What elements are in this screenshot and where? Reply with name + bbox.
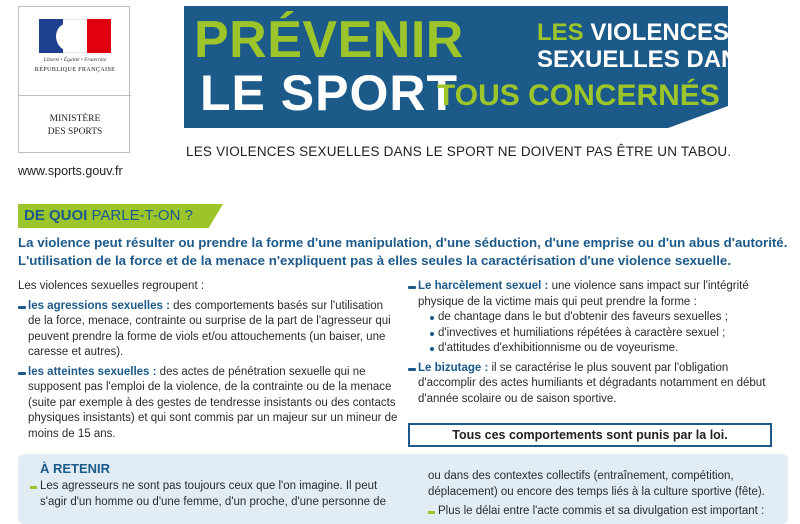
retenir-right-paragraph-1: ou dans des contextes collectifs (entraînement, compétition, déplacement) ou encore des temps liés à la culture sportive (fête). — [428, 470, 765, 498]
marianne-profile-icon — [56, 23, 82, 51]
section-heading-rest: PARLE-T-ON ? — [91, 207, 193, 224]
bizutage-term: Le bizutage : — [418, 361, 489, 374]
punis-callout: Tous ces comportements sont punis par la loi. — [408, 423, 772, 447]
agressions-paragraph — [18, 299, 398, 361]
right-column — [408, 279, 788, 407]
sub-item-chantage: de chantage dans le but d'obtenir des faveurs sexuelles ; — [438, 311, 728, 323]
harcelement-text: une violence sans impact sur l'intégrité physique de la victime mais qui peut prendre la forme : — [418, 280, 749, 308]
section-heading — [24, 206, 193, 226]
flag-red-band — [87, 19, 111, 53]
agressions-term: les agressions sexuelles : — [28, 299, 170, 312]
bizutage-paragraph — [408, 361, 788, 408]
tagline: LES VIOLENCES SEXUELLES DANS LE SPORT NE DOIVENT PAS ÊTRE UN TABOU. — [186, 144, 732, 159]
bullet-dash-icon — [428, 511, 435, 514]
retenir-title: À RETENIR — [40, 461, 111, 476]
bullet-dash-icon — [408, 286, 416, 289]
retenir-right-paragraph-2 — [428, 504, 780, 520]
violences-intro: Les violences sexuelles regroupent : — [18, 280, 205, 292]
ministry-name-line2: DES SPORTS — [47, 127, 103, 137]
list-item — [408, 341, 788, 357]
atteintes-text: des actes de pénétration sexuelle qui ne supposent pas l'emploi de la violence, de la contrainte ou de la menace (suite par exemple à des gestes de tendresse insistants ou des contacts physiques insistants) et qui sont commis par un majeur sur un mineur de moins de 15 ans. — [28, 365, 398, 440]
bullet-dash-icon — [408, 368, 416, 371]
atteintes-paragraph — [18, 365, 398, 443]
banner-subtitle-line3: TOUS CONCERNÉS — [437, 79, 720, 112]
retenir-left-paragraph: Les agresseurs ne sont pas toujours ceux que l'on imagine. Il peut s'agir d'un homme ou d'une femme, d'un proche, d'une personne de — [40, 480, 386, 508]
marianne-flag-logo — [39, 19, 111, 53]
bullet-dot-icon — [430, 347, 434, 351]
banner-word-les: LES — [537, 19, 584, 46]
retenir-left-text — [30, 479, 400, 510]
bizutage-text: il se caractérise le plus souvent par l'obligation d'accomplir des actes humiliants et dégradants notamment en début d'année scolaire ou de saison sportive. — [418, 361, 766, 405]
lead-paragraph: La violence peut résulter ou prendre la forme d'une manipulation, d'une séduction, d'une emprise ou d'un abus d'autorité. L'utilisation de la force et de la menace n'expliquent pas à elles seules la caractérisation d'une violence sexuelle. — [18, 235, 788, 268]
logo-divider — [19, 95, 131, 96]
sub-item-invectives: d'invectives et humiliations répétées à caractère sexuel ; — [438, 326, 726, 339]
bullet-dash-icon — [30, 486, 37, 489]
website-link[interactable]: www.sports.gouv.fr — [18, 164, 123, 178]
banner-word-violences: VIOLENCES — [590, 19, 730, 46]
left-column — [18, 279, 398, 442]
banner-subtitle-line2: SEXUELLES DANS — [537, 46, 755, 73]
harcelement-paragraph — [408, 279, 788, 310]
bullet-dot-icon — [430, 316, 434, 320]
retenir-right-text — [428, 469, 780, 520]
banner-title-le-sport: LE SPORT — [200, 65, 459, 121]
retenir-right-paragraph-2-text: Plus le délai entre l'acte commis et sa divulgation est important : — [438, 505, 765, 517]
banner-subtitle-line1 — [537, 20, 729, 46]
ministry-logo-block — [18, 6, 130, 153]
harcelement-term: Le harcèlement sexuel : — [418, 280, 549, 292]
bullet-dot-icon — [430, 332, 434, 336]
banner-title-prevenir: PRÉVENIR — [194, 11, 464, 69]
republic-motto: Liberté • Égalité • Fraternité — [43, 57, 107, 63]
ministry-name — [19, 113, 131, 139]
list-item — [408, 310, 788, 326]
republique-francaise-label: RÉPUBLIQUE FRANÇAISE — [34, 66, 116, 73]
agressions-text: des comportements basés sur l'utilisation de la force, menace, contrainte ou surprise de la part de l'agresseur qui peuvent prendre la forme de viols et/ou attouchements (un baiser, une caresse et autres). — [28, 299, 391, 358]
atteintes-term: les atteintes sexuelles : — [28, 365, 157, 378]
list-item — [408, 326, 788, 342]
section-heading-strong: DE QUOI — [24, 207, 88, 224]
bullet-dash-icon — [18, 306, 26, 309]
sub-item-exhibitionnisme: d'attitudes d'exhibitionnisme ou de voyeurisme. — [438, 342, 679, 354]
bullet-dash-icon — [18, 372, 26, 375]
ministry-name-line1: MINISTÈRE — [49, 114, 101, 124]
